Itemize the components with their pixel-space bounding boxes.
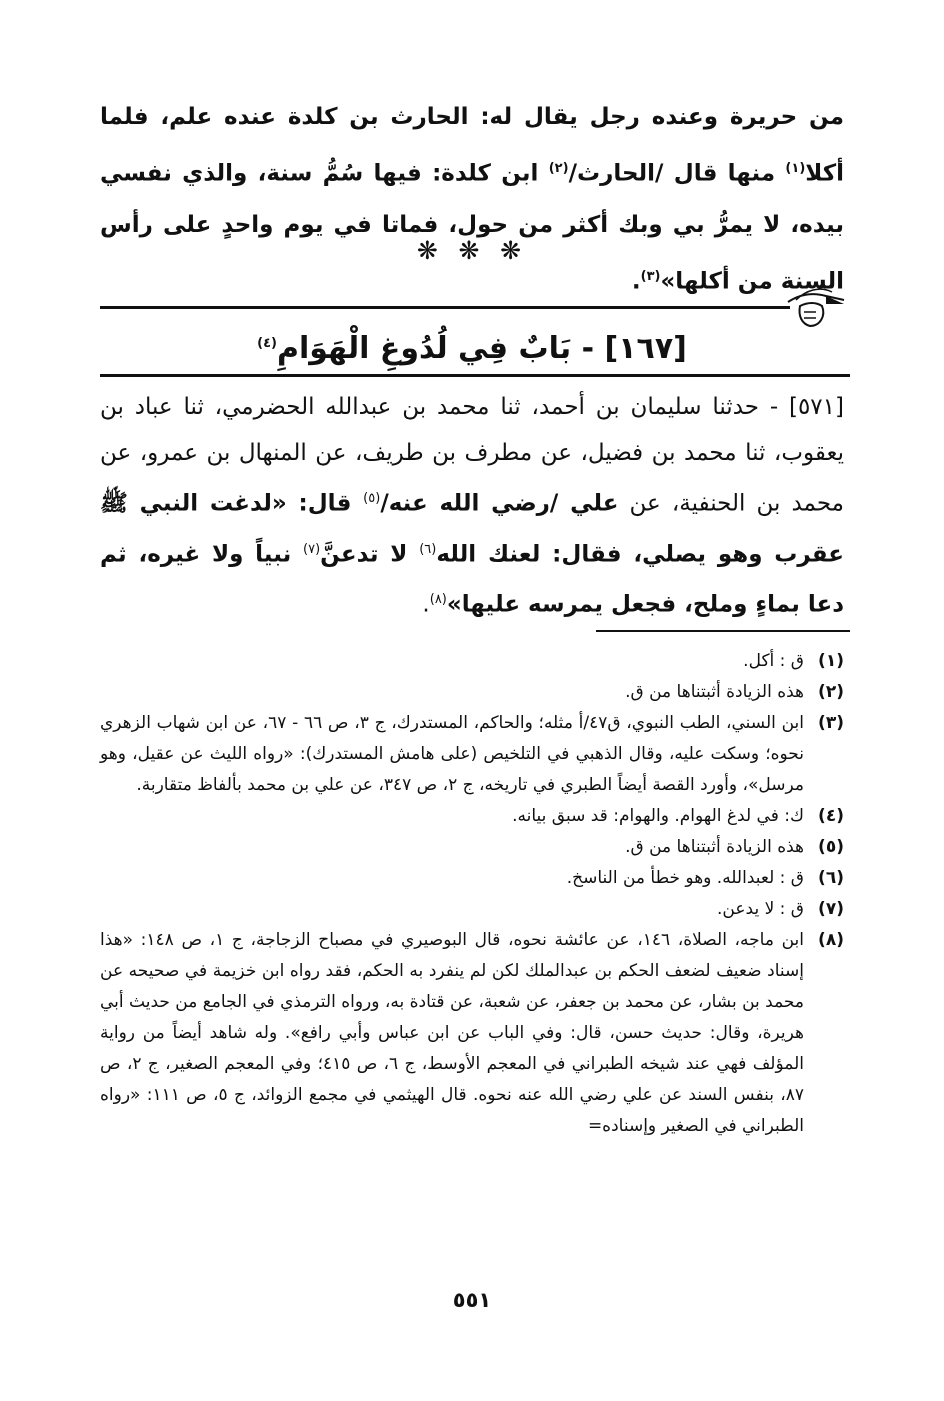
footnote-text: ك: في لدغ الهوام. والهوام: قد سبق بيانه. (512, 806, 804, 826)
footnote-ref-8: (٨) (429, 592, 447, 608)
footnote-text: ابن ماجه، الصلاة، ١٤٦، عن عائشة نحوه، قال البوصيري في مصباح الزجاجة، ج ١، ص ١٤٨: «هذا إسناد ضعيف لضعف الحكم بن عبدالملك لكن لم ينفرد به الحكم، فقد رواه ابن خزيمة في صحيحه عن محمد بن بشار، عن محمد بن جعفر، عن شعبة، عن قتادة به، ورواه الترمذي في الجامع من حديث أبي هريرة، وقال: حديث حسن، قال: وفي الباب عن ابن عباس وأبي رافع». وله شاهد أيضاً من رواية المؤلف فهي عند شيخه الطبراني في المعجم الأوسط، ج ٦، ص ٤١٥؛ وفي المعجم الصغير، ج ٢، ص ٨٧، بنفس السند عن علي رضي الله عنه نحوه. قال الهيثمي في مجمع الزوائد، ج ٥، ص ١١١: «رواه الطبراني في الصغير وإسناده= (100, 930, 804, 1136)
footnote-text: ق : أكل. (743, 651, 804, 671)
hadith-text-3: نبياً ولا غيره، ثم دعا بماءٍ وملح، فجعل يمرسه عليها» (100, 541, 844, 618)
intro-text-1: من حريرة وعنده رجل يقال له: الحارث بن كلدة عنده علم، فلما أكلا (100, 104, 844, 187)
footnote-ref-3: (٣) (640, 268, 661, 284)
footnote-number: (٢) (818, 682, 844, 702)
chapter-heading (100, 316, 844, 377)
footnote-text: ق : لعبدالله. وهو خطأ من الناسخ. (566, 868, 804, 888)
page-number: ٥٥١ (452, 1288, 492, 1312)
footnote-item (100, 863, 844, 894)
chapter-bottom-rule (100, 374, 850, 377)
footnote-ref-5: (٥) (363, 491, 381, 506)
chapter-title: [١٦٧] - بَابٌ فِي لُدُوغِ الْهَوَامِ (276, 331, 687, 366)
footnote-number: (٤) (818, 806, 844, 826)
section-separator-stars: ❋ ❋ ❋ (416, 236, 528, 265)
footnote-number: (٦) (818, 868, 844, 888)
footnote-ref-6: (٦) (419, 541, 437, 557)
footnote-item (100, 894, 844, 925)
intro-text-3: ابن كلدة: فيها سُمُّ سنة، والذي نفسي بيده، لا يمرُّ بي وبك أكثر من حول، فماتا في يوم واحدٍ على رأس السنة من أكلها» (100, 160, 844, 295)
footnote-number: (١) (818, 651, 844, 671)
hadith-paragraph (100, 384, 844, 628)
footnote-item (100, 646, 844, 677)
footnote-item (100, 708, 844, 801)
footnote-text: ق : لا يدعن. (717, 899, 804, 919)
footnote-ref-2: (٢) (548, 161, 569, 176)
hadith-text-2: لا تدعنَّ (320, 541, 420, 568)
footnote-text: ابن السني، الطب النبوي، ق٤٧/أ مثله؛ والحاكم، المستدرك، ج ٣، ص ٦٦ - ٦٧، عن ابن شهاب الزهري نحوه؛ وسكت عليه، وقال الذهبي في التلخيص (على هامش المستدرك): «رواه الليث عن عقيل، وهو مرسل»، وأورد القصة أيضاً الطبري في تاريخه، ج ٢، ص ٣٤٧، عن علي بن محمد بألفاظ متقاربة. (100, 713, 804, 795)
footnote-item (100, 677, 844, 708)
intro-text-4: . (631, 268, 641, 295)
footnote-item (100, 801, 844, 832)
intro-text-2: منها قال /الحارث/ (568, 160, 786, 187)
intro-paragraph (100, 92, 844, 307)
footnote-number: (٨) (818, 930, 844, 950)
footnote-text: هذه الزيادة أثبتناها من ق. (625, 837, 804, 857)
footnotes-list (100, 646, 844, 1142)
hadith-end: . (422, 591, 430, 618)
footnote-item (100, 925, 844, 1142)
hadith-text-1: قال: «لدغت النبي ﷺ عقرب وهو يصلي، فقال: لعنك الله (100, 490, 844, 568)
footnote-number: (٣) (818, 713, 844, 733)
footnote-item (100, 832, 844, 863)
footnote-ref-7: (٧) (303, 541, 321, 557)
footnote-text: هذه الزيادة أثبتناها من ق. (625, 682, 804, 702)
footnote-number: (٥) (818, 837, 844, 857)
footnote-ref-4: (٤) (257, 336, 277, 351)
hadith-chain: [٥٧١] - حدثنا سليمان بن أحمد، ثنا محمد بن عبدالله الحضرمي، ثنا عباد بن يعقوب، ثنا محمد بن فضيل، عن مطرف بن طريف، عن المنهال بن عمرو، عن محمد بن الحنفية، عن (100, 394, 844, 517)
chapter-top-rule (100, 306, 790, 309)
footnote-ref-1: (١) (785, 161, 806, 176)
footnote-divider (596, 630, 850, 632)
hadith-narrator: علي /رضي الله عنه/ (380, 490, 619, 517)
footnote-number: (٧) (818, 899, 844, 919)
